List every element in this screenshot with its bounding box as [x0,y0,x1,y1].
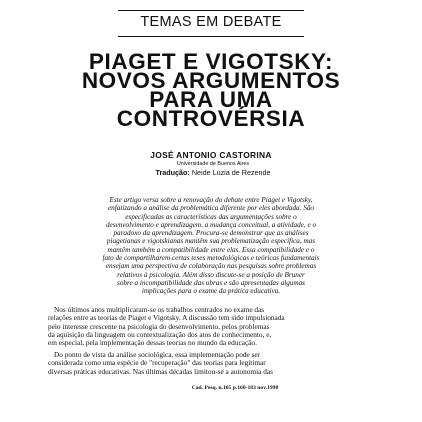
title-line: PIAGET E VIGOTSKY: [88,49,334,74]
body-paragraph [48,351,374,376]
body-paragraph [48,306,374,347]
abstract-line: relativos à psicologia. Além disso discute-se a posição de Bruner [117,270,305,279]
abstract-line: paradoxo da aprendizagem. Procura-se demonstrar que as análises [113,229,309,238]
body-line: Do ponto de vista da análise sociológica, essa implementação pode ser [54,350,261,359]
abstract-line: sobre a incompatibilidade das obras e são apresentadas algumas [117,278,305,287]
abstract-line: mantêm também a compatibilidade entre elas. Essa compatibilidade e o [107,245,315,254]
abstract-line: piagetianas e vigotskianas mantêm sua problematização específica, mas [106,237,316,246]
translation-label: Tradução: [155,168,190,177]
body-line: considerada como uma espécie de "recuperação" das teorias para legitimar [48,358,266,368]
author-affiliation: Universidade de Buenos Aires [176,161,250,167]
body-line: pelo interesse crescente na psicologia do desenvolvimento, pelos problemas [48,321,270,331]
abstract-line: fato de compartilharem certas teses metodológicas e teóricas fundamentais [102,254,320,263]
body-line: relações entre as teorias de Piaget e Vigotsky. A discussão tem sido impulsionada [48,313,285,323]
abstract-line: ensejam uma perspectiva de colaboração nas pesquisas sobre problemas [105,262,317,271]
abstract-line: implicações para o exame da prática educativa. [141,287,281,296]
abstract-line: desenvolvimento e aprendizagem, a mudança conceitual, a atividade, e o [105,220,317,229]
abstract-line: enfatizando a análise da problemática diferente por eles abordada. São [107,204,315,213]
body-line: Nos últimos anos multiplicaram-se os trabalhos centrados no exame das [54,305,265,314]
header-rule-bottom [118,36,304,37]
body-line: da aquisição da linguagem ou contextualização dos atos de conhecimento, e, [48,329,272,339]
header-rule-top [118,10,304,11]
title-line: PARA UMA [149,87,273,112]
translator-name: Neide Luzia de Rezende [191,168,271,177]
abstract [48,196,374,296]
title-line: NOVOS ARGUMENTOS [81,68,341,93]
translation-credit [100,168,326,177]
body-line: diversas práticas educativas. Nas últimas décadas limitou-se a autonomia das [48,366,273,376]
journal-footer: Cad. Pesq. n.105 p.160-183 nov.1998 [191,385,279,391]
abstract-line: especificadas as características das argumentações sobre o [125,212,297,221]
author-name: JOSÉ ANTONIO CASTORINA [150,150,272,160]
section-header: TEMAS EM DEBATE [140,14,282,30]
title-line: CONTROVÉRSIA [116,106,306,131]
body-line: em especial, pela implementação dessas teorias no mundo da educação. [48,338,257,348]
article-title [60,49,362,131]
abstract-line: Este artigo versa sobre a renovação do debate entre Piaget e Vigotsky, [109,196,313,204]
